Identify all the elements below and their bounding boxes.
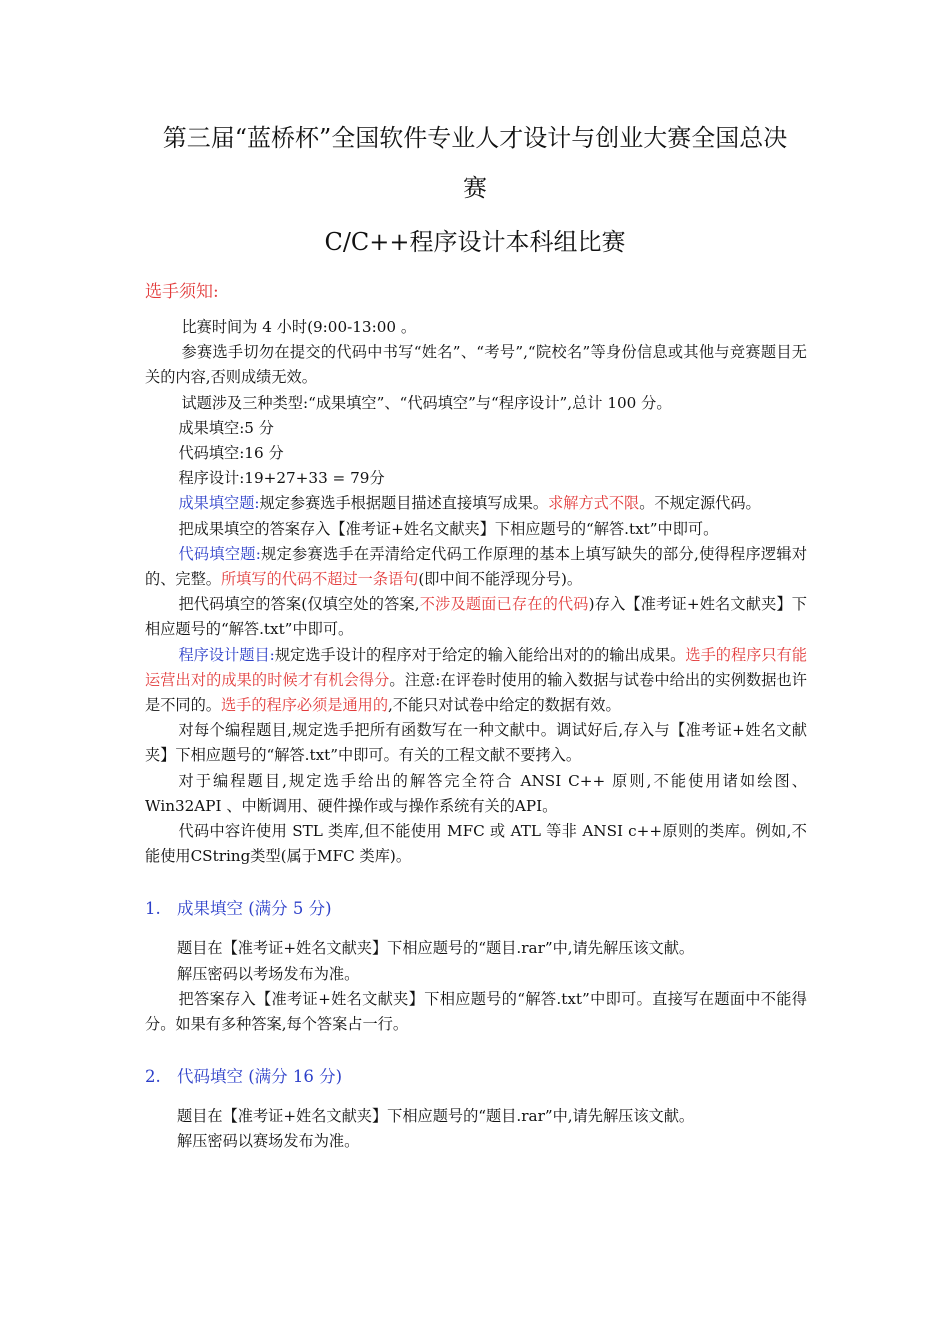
code-save-text: 把代码填空的答案(仅填空处的答案, bbox=[178, 595, 420, 614]
code-rule-highlight: 所填写的代码不超过一条语句 bbox=[220, 570, 419, 589]
score-code: 代码填空:16 分 bbox=[178, 444, 284, 463]
score-program: 程序设计:19+27+33 = 79分 bbox=[178, 469, 385, 488]
notice-heading: 选手须知: bbox=[145, 282, 219, 302]
program-rule-highlight-1: 选手的程序只有能运营出对的成果的时候才有机会得分 bbox=[145, 645, 808, 689]
code-save bbox=[145, 592, 807, 642]
program-rule-text-end: ,不能只对试卷中给定的数据有效。 bbox=[388, 696, 621, 715]
score-result: 成果填空:5 分 bbox=[178, 418, 274, 437]
code-save-text-end: )存入【准考证+姓名文献夹】下相应题号的“解答.txt”中即可。 bbox=[145, 595, 807, 639]
para-stl: 代码中容许使用 STL 类库,但不能使用 MFC 或 ATL 等非 ANSI c++原则的类库。例如,不能使用CString类型(属于MFC 类库)。 bbox=[145, 822, 807, 866]
program-rule-text-mid: 。注意:在评卷时使用的输入数据与试卷中给出的实例数据也许是不同的。 bbox=[145, 670, 807, 715]
result-rule-label: 成果填空题: bbox=[178, 494, 260, 513]
result-rule-text-end: 。不规定源代码。 bbox=[639, 494, 761, 513]
program-rule-text: 规定选手设计的程序对于给定的输入能给出对的的输出成果。 bbox=[274, 645, 686, 664]
document-subtitle: C/C++程序设计本科组比赛 bbox=[324, 228, 626, 256]
code-save-highlight: 不涉及题面已存在的代码 bbox=[419, 595, 589, 614]
program-rule-highlight-2: 选手的程序必须是通用的 bbox=[220, 696, 388, 715]
section-2-number: 2. bbox=[145, 1067, 161, 1087]
para-time: 比赛时间为 4 小时(9:00-13:00 。 bbox=[181, 318, 417, 336]
section-1-para-2: 解压密码以考场发布为准。 bbox=[177, 964, 360, 983]
code-rule-text-end: (即中间不能浮现分号)。 bbox=[418, 570, 583, 589]
section-2-heading bbox=[145, 1064, 807, 1090]
code-rule bbox=[145, 542, 807, 592]
section-2-para-2: 解压密码以赛场发布为准。 bbox=[177, 1132, 360, 1151]
result-save: 把成果填空的答案存入【准考证+姓名文献夹】下相应题号的“解答.txt”中即可。 bbox=[178, 519, 719, 538]
document-title-line-1: 第三届“蓝桥杯”全国软件专业人才设计与创业大赛全国总决 bbox=[162, 124, 788, 152]
program-rule bbox=[145, 643, 807, 719]
para-id-warning: 参赛选手切勿在提交的代码中书写“姓名”、“考号”,“院校名”等身份信息或其他与竞赛题目无关的内容,否则成绩无效。 bbox=[145, 343, 807, 387]
code-rule-text: 规定参赛选手在弄清给定代码工作原理的基本上填写缺失的部分,使得程序逻辑对的、完整。 bbox=[145, 544, 808, 589]
document-body bbox=[145, 315, 807, 1155]
para-program-save: 对每个编程题目,规定选手把所有函数写在一种文献中。调试好后,存入与【准考证+姓名文献夹】下相应题号的“解答.txt”中即可。有关的工程文献不要拷入。 bbox=[145, 721, 807, 765]
section-1-para-3: 把答案存入【准考证+姓名文献夹】下相应题号的“解答.txt”中即可。直接写在题面中不能得分。如果有多种答案,每个答案占一行。 bbox=[145, 989, 807, 1034]
result-rule-highlight: 求解方式不限 bbox=[548, 494, 640, 513]
para-ansi: 对于编程题目,规定选手给出的解答完全符合 ANSI C++ 原则,不能使用诸如绘图、Win32API 、中断调用、硬件操作或与操作系统有关的API。 bbox=[145, 771, 807, 815]
section-1-para-1: 题目在【准考证+姓名文献夹】下相应题号的“题目.rar”中,请先解压该文献。 bbox=[177, 939, 695, 958]
section-1-title: 成果填空 (满分 5 分) bbox=[177, 899, 332, 919]
code-rule-label: 代码填空题: bbox=[178, 544, 261, 563]
result-rule bbox=[145, 491, 807, 516]
section-2-para-1: 题目在【准考证+姓名文献夹】下相应题号的“题目.rar”中,请先解压该文献。 bbox=[177, 1107, 695, 1126]
result-rule-text: 规定参赛选手根据题目描述直接填写成果。 bbox=[259, 494, 549, 513]
program-rule-label: 程序设计题目: bbox=[178, 645, 275, 664]
section-1-heading bbox=[145, 896, 807, 922]
section-2-title: 代码填空 (满分 16 分) bbox=[177, 1067, 343, 1087]
para-types: 试题涉及三种类型:“成果填空”、“代码填空”与“程序设计”,总计 100 分。 bbox=[181, 393, 672, 412]
document-title-line-2: 赛 bbox=[463, 174, 487, 202]
section-1-number: 1. bbox=[145, 899, 161, 919]
